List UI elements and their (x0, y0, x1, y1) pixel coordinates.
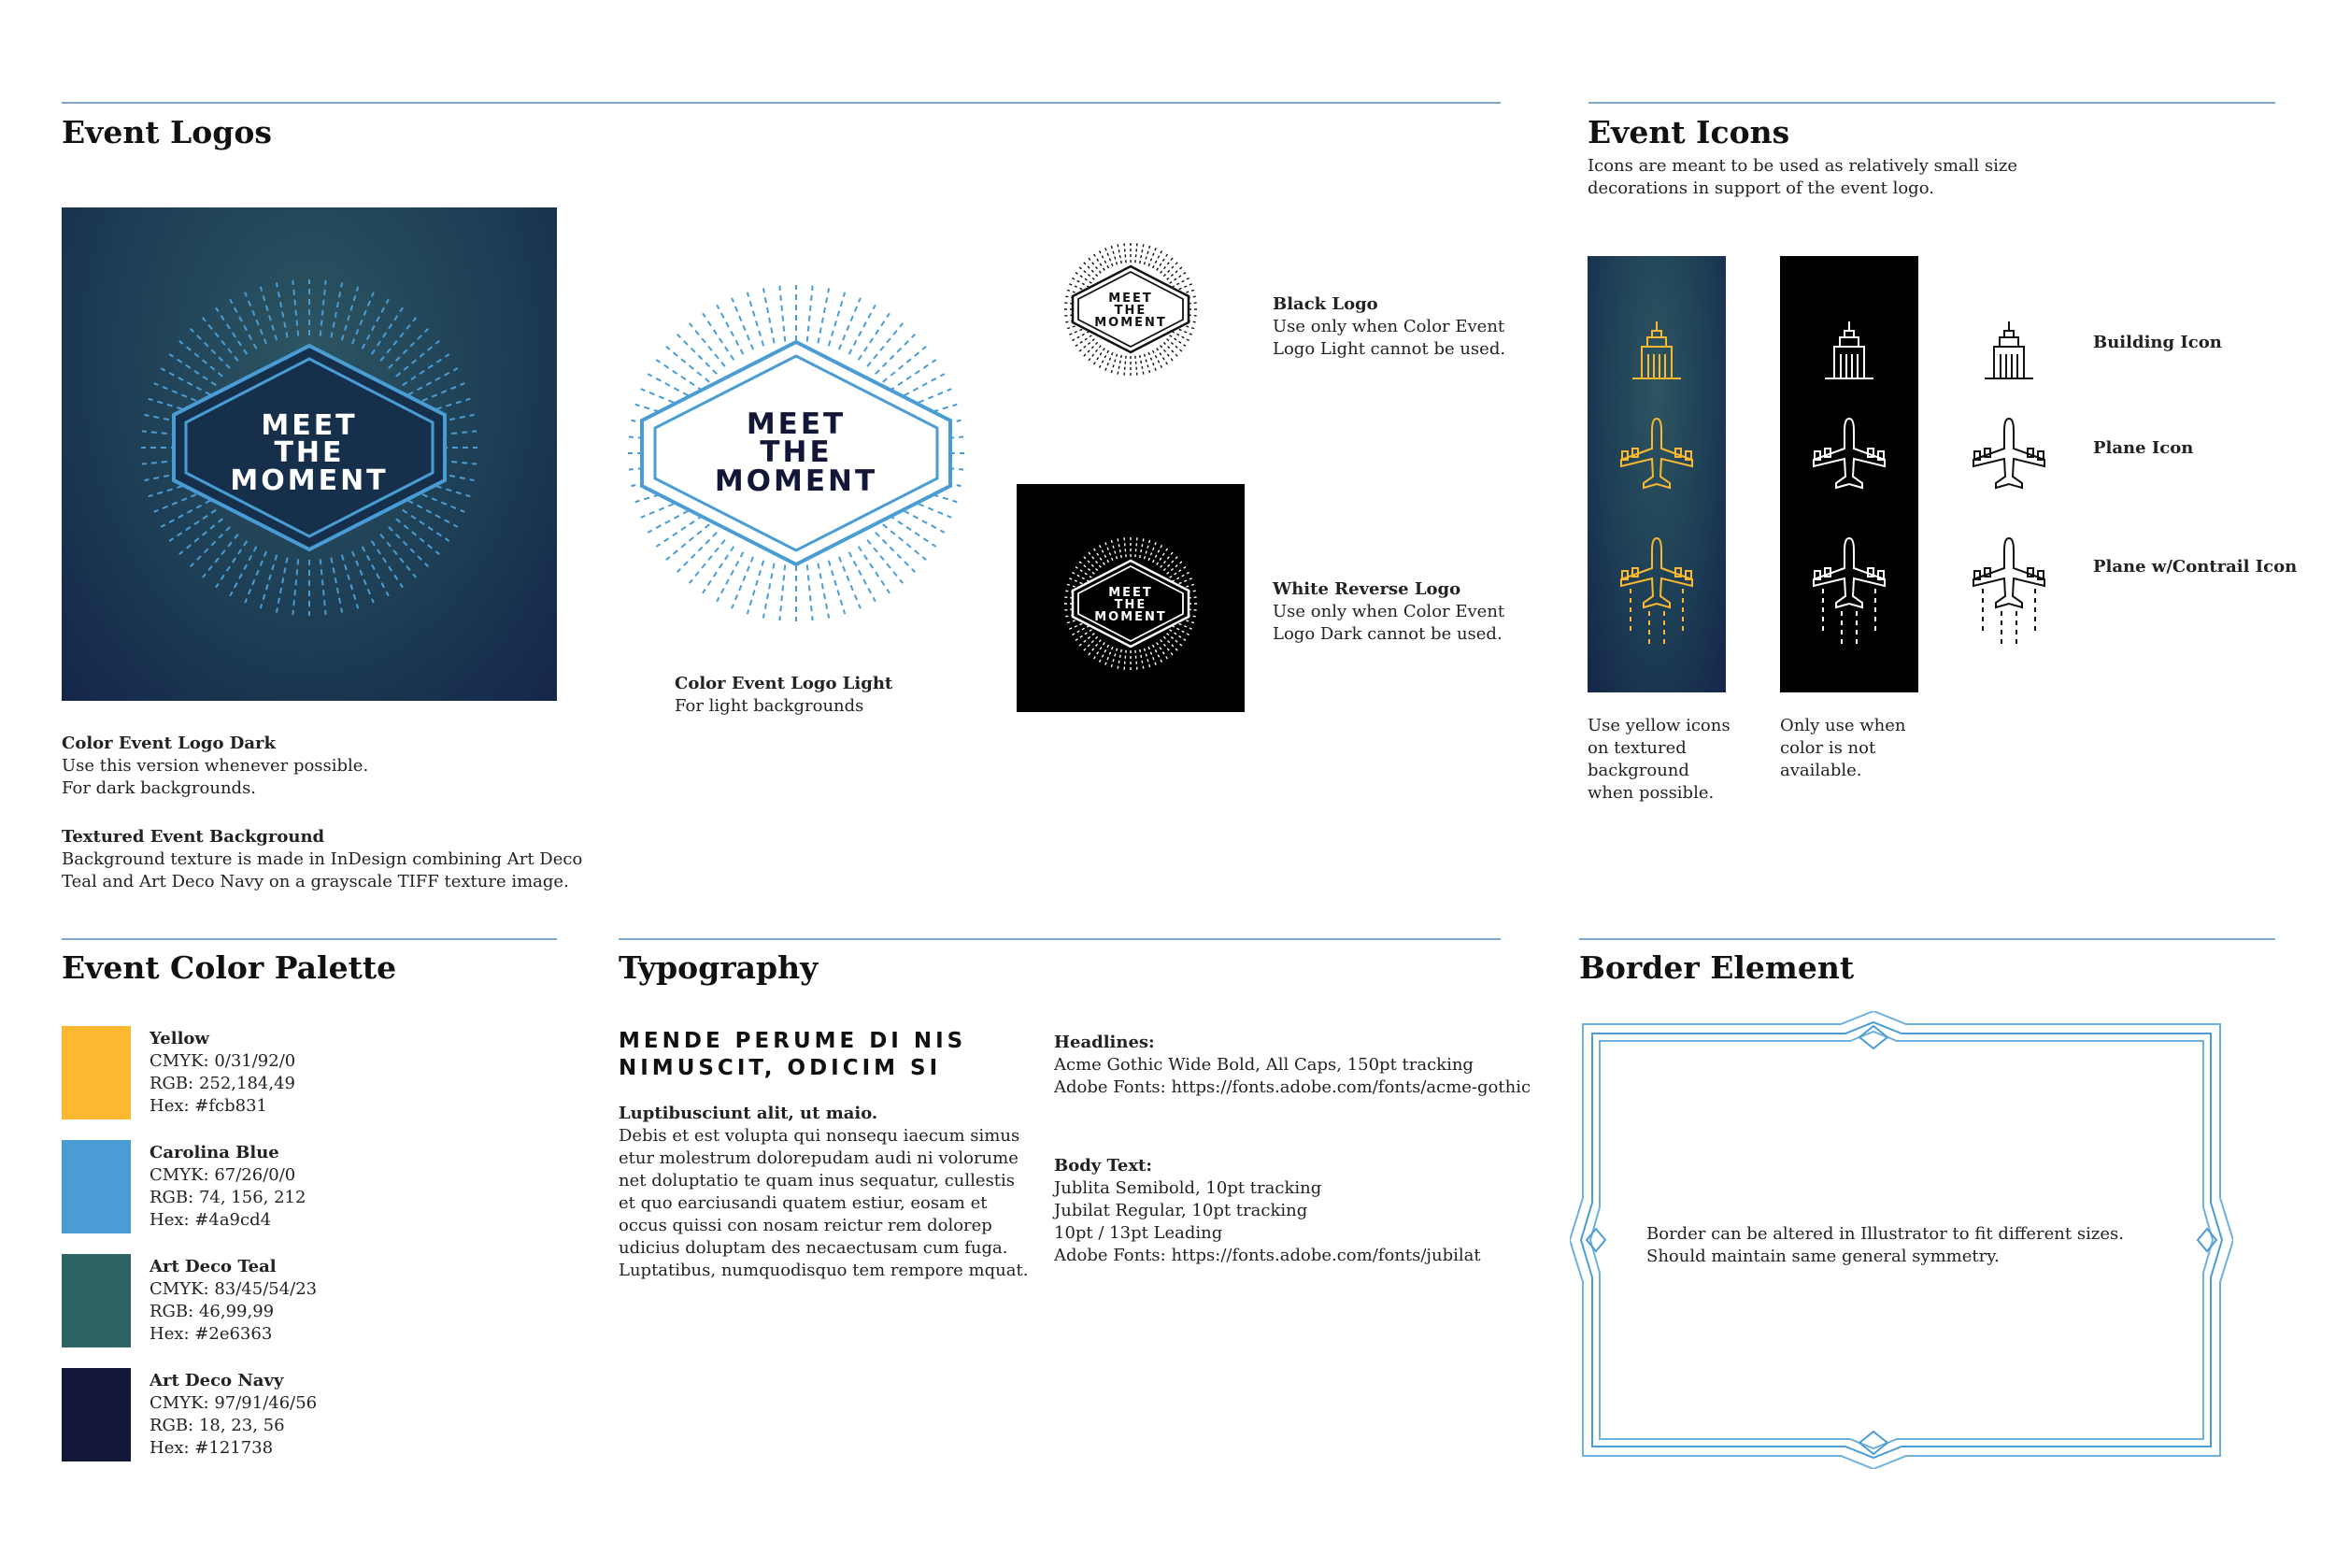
burst-ray (883, 524, 926, 560)
burst-ray (1153, 249, 1163, 268)
burst-ray (656, 516, 703, 547)
note-line: available. (1780, 761, 1862, 780)
burst-ray (179, 519, 222, 554)
burst-ray (403, 510, 449, 541)
burst-ray (829, 561, 845, 614)
burst-ray (1087, 550, 1101, 568)
burst-ray (1118, 535, 1122, 558)
burst-ray (1163, 261, 1179, 277)
color-spec (150, 1370, 317, 1460)
burst-ray (849, 552, 876, 602)
color-swatch (62, 1140, 131, 1233)
icons-intro (1588, 155, 2017, 200)
burst-ray (1161, 550, 1175, 568)
logo-light-graphic (628, 271, 964, 626)
logo-black-line: Use only when Color Event (1273, 317, 1505, 336)
plane-icon (1973, 419, 2044, 488)
spec-line: Acme Gothic Wide Bold, All Caps, 150pt tracking (1054, 1055, 1474, 1075)
icon-label-contrail: Plane w/Contrail Icon (2093, 557, 2298, 577)
logo-dark-word-1: MEET (261, 409, 358, 442)
burst-ray (717, 552, 743, 602)
burst-ray (1140, 649, 1145, 672)
spec-line: Adobe Fonts: https://fonts.adobe.com/fonts/jubilat (1054, 1246, 1481, 1265)
burst-ray (380, 318, 416, 361)
color-cmyk: CMYK: 0/31/92/0 (150, 1051, 296, 1071)
logo-black-title: Black Logo (1273, 294, 1378, 314)
burst-ray (1140, 535, 1145, 558)
burst-ray (1073, 630, 1091, 642)
burst-ray (408, 501, 458, 527)
burst-ray (320, 280, 326, 336)
logo-white-title: White Reverse Logo (1273, 579, 1461, 599)
burst-ray (230, 547, 256, 596)
burst-ray (169, 354, 216, 385)
color-hex: Hex: #2e6363 (150, 1324, 273, 1344)
color-swatch (62, 1368, 131, 1461)
color-rgb: RGB: 18, 23, 56 (150, 1416, 285, 1435)
logo-light-title: Color Event Logo Light (675, 674, 893, 693)
burst-ray (1070, 571, 1090, 581)
section-title-typography: Typography (619, 949, 819, 986)
burst-ray (1073, 335, 1091, 348)
border-caption (1646, 1223, 2124, 1268)
burst-ray (292, 280, 298, 336)
burst-ray (890, 360, 936, 391)
color-hex: Hex: #fcb831 (150, 1096, 267, 1116)
section-title-icons: Event Icons (1588, 114, 1790, 150)
logo-dark-caption (62, 733, 368, 800)
burst-ray (1157, 251, 1169, 270)
burst-ray (1087, 346, 1101, 363)
type-body-spec (1054, 1155, 1481, 1267)
burst-ray (829, 292, 845, 346)
color-spec (150, 1142, 306, 1232)
logo-light-line: For light backgrounds (675, 696, 864, 716)
burst-ray (216, 541, 247, 588)
burst-ray (807, 286, 813, 342)
burst-ray (1070, 277, 1090, 287)
logo-black-graphic (1047, 229, 1215, 378)
rule-icons (1588, 102, 2275, 104)
burst-ray (1118, 355, 1122, 378)
type-headlines-spec (1054, 1032, 1531, 1099)
burst-ray (363, 299, 389, 349)
burst-ray (1087, 640, 1101, 658)
burst-ray (1145, 354, 1151, 376)
burst-ray (1092, 251, 1104, 270)
color-spec (150, 1256, 317, 1346)
color-rgb: RGB: 252,184,49 (150, 1074, 296, 1093)
logo-black-line: Logo Light cannot be used. (1273, 339, 1506, 359)
burst-ray (1118, 241, 1122, 264)
burst-ray (389, 527, 428, 566)
burst-ray (1157, 546, 1169, 564)
burst-ray (1170, 565, 1189, 577)
burst-ray (169, 510, 216, 541)
section-title-border: Border Element (1579, 949, 1855, 986)
burst-ray (703, 547, 734, 593)
burst-ray (1098, 350, 1108, 370)
burst-ray (763, 563, 775, 619)
burst-ray (203, 318, 238, 361)
rule-typography (619, 938, 1501, 940)
burst-ray (677, 335, 717, 374)
burst-ray (245, 292, 266, 344)
sample-line: Luptatibus, numquodisquo tem rempore mquat. (619, 1261, 1029, 1280)
section-title-palette: Event Color Palette (62, 949, 397, 986)
burst-ray (779, 286, 785, 342)
burst-ray (1167, 339, 1185, 353)
color-name: Art Deco Teal (150, 1257, 277, 1276)
color-cmyk: CMYK: 83/45/54/23 (150, 1279, 318, 1299)
burst-ray (1172, 571, 1191, 581)
plane-icon (1814, 419, 1885, 488)
note-line: background (1588, 761, 1689, 780)
burst-ray (1145, 537, 1151, 559)
burst-ray (403, 354, 449, 385)
burst-ray (1098, 249, 1108, 268)
burst-ray (1087, 256, 1101, 274)
burst-ray (320, 559, 326, 615)
burst-ray (890, 516, 936, 547)
border-line: Border can be altered in Illustrator to fit different sizes. (1646, 1224, 2124, 1244)
headlines-title: Headlines: (1054, 1033, 1155, 1052)
color-name: Art Deco Navy (150, 1371, 284, 1390)
burst-ray (1070, 626, 1090, 636)
burst-ray (883, 347, 926, 382)
burst-ray (191, 329, 230, 368)
burst-ray (876, 335, 915, 374)
rule-border (1579, 938, 2275, 940)
burst-ray (1153, 543, 1163, 563)
logo-white-caption (1273, 578, 1504, 646)
color-cmyk: CMYK: 67/26/0/0 (150, 1165, 296, 1185)
logo-black-word-2: THE (1114, 304, 1147, 318)
burst-ray (1111, 649, 1118, 670)
burst-ray (1077, 265, 1095, 279)
plane-contrail-icon (1814, 538, 1885, 645)
plane-contrail-icon (1973, 538, 2044, 645)
note-line: on textured (1588, 738, 1687, 758)
burst-ray (818, 563, 829, 619)
burst-ray (1170, 271, 1189, 283)
burst-ray (1153, 350, 1163, 370)
plane-contrail-icon (1621, 538, 1692, 645)
burst-ray (230, 299, 256, 349)
icon-label-building: Building Icon (2093, 333, 2222, 352)
burst-ray (1170, 630, 1189, 642)
plane-icon (1621, 419, 1692, 488)
note-line: Use yellow icons (1588, 716, 1731, 735)
burst-ray (1082, 261, 1098, 277)
burst-ray (261, 555, 277, 608)
section-title-logos: Event Logos (62, 114, 272, 150)
burst-ray (363, 547, 389, 596)
icon-panel-outline (1962, 256, 2056, 692)
burst-ray (1082, 636, 1098, 652)
burst-ray (342, 555, 358, 608)
texture-title: Textured Event Background (62, 827, 325, 847)
burst-ray (1172, 277, 1191, 287)
burst-ray (867, 323, 903, 366)
burst-ray (1157, 349, 1169, 367)
burst-ray (1153, 645, 1163, 664)
burst-ray (380, 535, 416, 577)
icons-intro-line: Icons are meant to be used as relatively small size (1588, 156, 2018, 176)
burst-ray (342, 287, 358, 340)
burst-ray (1163, 342, 1179, 358)
spec-line: Adobe Fonts: https://fonts.adobe.com/fonts/acme-gothic (1054, 1077, 1531, 1097)
building-icon (1985, 321, 2033, 378)
burst-ray (1098, 645, 1108, 664)
logo-white-panel (1017, 484, 1245, 712)
burst-ray (1140, 241, 1145, 264)
burst-ray (372, 541, 403, 588)
body-title: Body Text: (1054, 1156, 1153, 1176)
burst-ray (352, 551, 374, 603)
burst-ray (732, 557, 753, 608)
spec-line: Jublita Semibold, 10pt tracking (1054, 1178, 1322, 1198)
logo-light-word-3: MOMENT (714, 464, 878, 498)
burst-ray (839, 298, 861, 349)
icons-white-note (1780, 715, 1905, 782)
burst-ray (389, 329, 428, 368)
sample-line: Debis et est volupta qui nonsequ iaecum simus (619, 1126, 1020, 1146)
icon-panel-textured (1588, 256, 1726, 692)
logo-dark-line: For dark backgrounds. (62, 778, 257, 798)
burst-ray (1161, 346, 1175, 363)
burst-ray (179, 341, 222, 377)
color-spec (150, 1028, 295, 1118)
burst-ray (1167, 560, 1185, 574)
burst-ray (1092, 546, 1104, 564)
burst-ray (1111, 243, 1118, 264)
burst-ray (1092, 349, 1104, 367)
burst-ray (277, 282, 288, 337)
burst-ray (1124, 650, 1126, 673)
burst-ray (859, 547, 890, 593)
burst-ray (331, 282, 342, 337)
logo-black-caption (1273, 293, 1505, 361)
burst-ray (1172, 626, 1191, 636)
note-line: when possible. (1588, 783, 1715, 803)
burst-ray (245, 551, 266, 603)
sample-line: udicius doluptam des necaectusam cum fuga. (619, 1238, 1008, 1258)
burst-ray (839, 557, 861, 608)
burst-ray (1118, 649, 1122, 672)
note-line: Only use when (1780, 716, 1906, 735)
sample-line: et quo earciusandi quatem estiur, eosam et (619, 1193, 988, 1213)
burst-ray (1073, 565, 1091, 577)
burst-ray (292, 559, 298, 615)
burst-ray (1077, 634, 1095, 648)
logo-black-word-1: MEET (1108, 292, 1153, 306)
sample-line: etur molestrum dolorepudam audi ni volorume (619, 1148, 1018, 1168)
burst-ray (408, 368, 458, 394)
burst-ray (1135, 650, 1137, 673)
texture-line: Teal and Art Deco Navy on a grayscale TIFF texture image. (62, 872, 569, 891)
burst-ray (203, 535, 238, 577)
note-line: color is not (1780, 738, 1876, 758)
burst-ray (216, 307, 247, 354)
logo-black-panel (1047, 229, 1215, 378)
logo-white-graphic (1017, 484, 1245, 712)
color-hex: Hex: #4a9cd4 (150, 1210, 272, 1230)
burst-ray (161, 501, 210, 527)
logo-light-panel (628, 271, 964, 626)
burst-ray (1157, 643, 1169, 662)
burst-ray (677, 533, 717, 572)
logo-dark-word-3: MOMENT (230, 464, 389, 497)
icons-intro-line: decorations in support of the event logo. (1588, 178, 1934, 198)
burst-ray (1145, 243, 1151, 264)
burst-ray (656, 360, 703, 391)
logo-white-word-2: THE (1114, 598, 1147, 612)
logo-dark-word-2: THE (274, 436, 345, 469)
border-line: Should maintain same general symmetry. (1646, 1247, 2000, 1266)
color-hex: Hex: #121738 (150, 1438, 274, 1458)
burst-ray (372, 307, 403, 354)
icons-yellow-note (1588, 715, 1731, 805)
burst-ray (1170, 335, 1189, 348)
burst-ray (261, 287, 277, 340)
texture-caption (62, 826, 582, 893)
burst-ray (666, 524, 709, 560)
headline-line: MENDE PERUME DI NIS (619, 1029, 967, 1053)
burst-ray (352, 292, 374, 344)
burst-ray (807, 564, 813, 620)
burst-ray (277, 558, 288, 613)
burst-ray (763, 288, 775, 343)
burst-ray (1073, 271, 1091, 283)
rule-palette (62, 938, 557, 940)
logo-dark-line: Use this version whenever possible. (62, 756, 369, 776)
burst-ray (1111, 354, 1118, 376)
spec-line: 10pt / 13pt Leading (1054, 1223, 1223, 1243)
texture-line: Background texture is made in InDesign combining Art Deco (62, 849, 583, 869)
burst-ray (690, 540, 725, 583)
burst-ray (1140, 355, 1145, 378)
icon-label-plane: Plane Icon (2093, 438, 2194, 458)
logo-black-word-3: MOMENT (1094, 316, 1167, 330)
burst-ray (1077, 339, 1095, 353)
logo-dark-graphic (62, 207, 557, 701)
logo-light-word-1: MEET (746, 407, 847, 441)
burst-ray (818, 288, 829, 343)
burst-ray (867, 540, 903, 583)
color-rgb: RGB: 74, 156, 212 (150, 1188, 306, 1207)
color-name: Carolina Blue (150, 1143, 279, 1162)
burst-ray (748, 561, 763, 614)
rule-logos (62, 102, 1501, 104)
burst-ray (1135, 356, 1137, 378)
color-cmyk: CMYK: 97/91/46/56 (150, 1393, 318, 1413)
logo-white-word-3: MOMENT (1094, 610, 1167, 624)
burst-ray (1098, 543, 1108, 563)
burst-ray (1070, 332, 1090, 342)
spec-line: Jubilat Regular, 10pt tracking (1054, 1201, 1308, 1220)
sample-subhead: Luptibusciunt alit, ut maio. (619, 1104, 878, 1123)
burst-ray (1124, 240, 1126, 263)
building-icon (1825, 321, 1873, 378)
burst-ray (1124, 535, 1126, 557)
burst-ray (191, 527, 230, 566)
burst-ray (1163, 555, 1179, 571)
burst-ray (748, 292, 763, 346)
logo-dark-panel (62, 207, 557, 701)
type-sample-body (619, 1103, 1028, 1282)
logo-white-line: Use only when Color Event (1273, 602, 1505, 621)
burst-ray (732, 298, 753, 349)
burst-ray (1145, 649, 1151, 670)
burst-ray (1135, 535, 1137, 557)
burst-ray (703, 313, 734, 360)
burst-ray (331, 558, 342, 613)
burst-ray (717, 305, 743, 354)
burst-ray (1135, 240, 1137, 263)
logo-light-caption (675, 673, 892, 718)
burst-ray (161, 368, 210, 394)
burst-ray (1172, 332, 1191, 342)
burst-ray (396, 519, 439, 554)
burst-ray (1082, 342, 1098, 358)
sample-line: occus quissi con nosam reictur rem dolorep (619, 1216, 992, 1235)
color-swatch (62, 1254, 131, 1347)
icon-panel-black (1780, 256, 1918, 692)
color-name: Yellow (150, 1029, 209, 1048)
burst-ray (779, 564, 785, 620)
sample-line: net doluptatio te quam inus sequatur, cullestis (619, 1171, 1016, 1190)
burst-ray (396, 341, 439, 377)
burst-ray (1092, 643, 1104, 662)
burst-ray (1111, 537, 1118, 559)
logo-white-word-1: MEET (1108, 586, 1153, 600)
burst-ray (1161, 640, 1175, 658)
burst-ray (1161, 256, 1175, 274)
burst-ray (666, 347, 709, 382)
burst-ray (1077, 560, 1095, 574)
type-sample-headline (619, 1028, 966, 1082)
burst-ray (1167, 634, 1185, 648)
burst-ray (1082, 555, 1098, 571)
burst-ray (1167, 265, 1185, 279)
color-swatch (62, 1026, 131, 1119)
burst-ray (1163, 636, 1179, 652)
burst-ray (690, 323, 725, 366)
logo-light-word-2: THE (760, 435, 833, 469)
burst-ray (849, 305, 876, 354)
burst-ray (1124, 356, 1126, 378)
headline-line: NIMUSCIT, ODICIM SI (619, 1056, 942, 1080)
logo-dark-title: Color Event Logo Dark (62, 734, 276, 753)
color-rgb: RGB: 46,99,99 (150, 1302, 275, 1321)
burst-ray (876, 533, 915, 572)
burst-ray (859, 313, 890, 360)
logo-white-line: Logo Dark cannot be used. (1273, 624, 1503, 644)
building-icon (1632, 321, 1681, 378)
